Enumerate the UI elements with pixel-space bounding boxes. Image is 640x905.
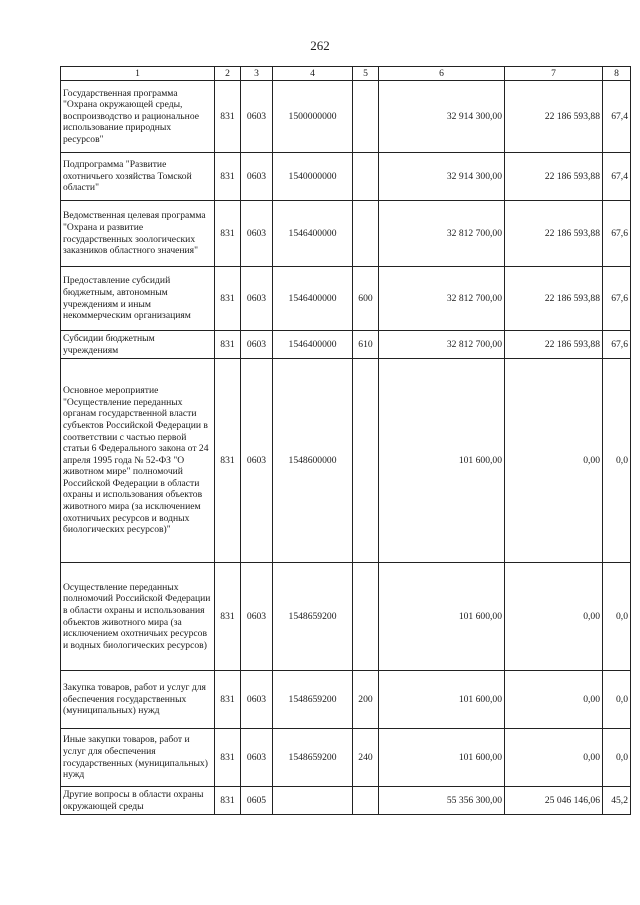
planned-amount: 32 914 300,00 [379,153,505,201]
row-name: Субсидии бюджетным учреждениям [61,331,215,359]
section-code: 0603 [241,267,273,331]
row-name: Осуществление переданных полномочий Российской Федерации в области охраны и использования объектов животного мира (за исключением охотничьих ресурсов и водных биологических ресурсов) [61,563,215,671]
execution-percent: 67,4 [603,153,631,201]
header-cell: 2 [215,67,241,81]
table-header-row [61,67,631,81]
planned-amount: 32 812 700,00 [379,267,505,331]
ministry-code: 831 [215,729,241,787]
section-code: 0603 [241,563,273,671]
execution-percent: 67,6 [603,201,631,267]
executed-amount: 22 186 593,88 [505,81,603,153]
expense-type-code [353,201,379,267]
planned-amount: 32 812 700,00 [379,331,505,359]
execution-percent: 0,0 [603,671,631,729]
section-code: 0603 [241,153,273,201]
target-article-code: 1546400000 [273,201,353,267]
planned-amount: 101 600,00 [379,671,505,729]
ministry-code: 831 [215,81,241,153]
ministry-code: 831 [215,267,241,331]
planned-amount: 55 356 300,00 [379,787,505,815]
table-row [61,787,631,815]
target-article-code: 1546400000 [273,267,353,331]
target-article-code: 1548659200 [273,729,353,787]
execution-percent: 0,0 [603,359,631,563]
planned-amount: 101 600,00 [379,729,505,787]
section-code: 0603 [241,359,273,563]
section-code: 0605 [241,787,273,815]
header-cell: 3 [241,67,273,81]
expense-type-code [353,787,379,815]
ministry-code: 831 [215,201,241,267]
expense-type-code [353,81,379,153]
table-row [61,267,631,331]
section-code: 0603 [241,81,273,153]
executed-amount: 25 046 146,06 [505,787,603,815]
executed-amount: 22 186 593,88 [505,267,603,331]
planned-amount: 101 600,00 [379,563,505,671]
table-row [61,153,631,201]
expense-type-code: 600 [353,267,379,331]
ministry-code: 831 [215,787,241,815]
planned-amount: 32 914 300,00 [379,81,505,153]
executed-amount: 0,00 [505,729,603,787]
target-article-code: 1540000000 [273,153,353,201]
table-row [61,201,631,267]
row-name: Предоставление субсидий бюджетным, автономным учреждениям и иным некоммерческим организациям [61,267,215,331]
executed-amount: 22 186 593,88 [505,331,603,359]
row-name: Подпрограмма "Развитие охотничьего хозяйства Томской области" [61,153,215,201]
table-row [61,729,631,787]
expense-type-code [353,359,379,563]
row-name: Закупка товаров, работ и услуг для обеспечения государственных (муниципальных) нужд [61,671,215,729]
header-cell: 8 [603,67,631,81]
table-row [61,331,631,359]
target-article-code: 1546400000 [273,331,353,359]
target-article-code: 1548600000 [273,359,353,563]
page-number: 262 [310,38,330,53]
ministry-code: 831 [215,359,241,563]
expense-type-code: 200 [353,671,379,729]
target-article-code: 1548659200 [273,671,353,729]
section-code: 0603 [241,201,273,267]
executed-amount: 0,00 [505,563,603,671]
section-code: 0603 [241,331,273,359]
header-cell: 1 [61,67,215,81]
execution-percent: 67,6 [603,267,631,331]
budget-table [60,66,631,815]
header-cell: 4 [273,67,353,81]
row-name: Государственная программа "Охрана окружающей среды, воспроизводство и рациональное использование природных ресурсов" [61,81,215,153]
execution-percent: 67,6 [603,331,631,359]
planned-amount: 32 812 700,00 [379,201,505,267]
row-name: Иные закупки товаров, работ и услуг для обеспечения государственных (муниципальных) нужд [61,729,215,787]
header-cell: 6 [379,67,505,81]
section-code: 0603 [241,671,273,729]
row-name: Основное мероприятие "Осуществление переданных органам государственной власти субъектов Российской Федерации в соответствии с частью первой статьи 6 Федерального закона от 24 апреля 1995 года № 52-ФЗ "О животном мире" полномочий Российской Федерации в области охраны и использования объектов животного мира (за исключением охотничьих ресурсов и водных биологических ресурсов)" [61,359,215,563]
header-cell: 7 [505,67,603,81]
target-article-code [273,787,353,815]
row-name: Другие вопросы в области охраны окружающей среды [61,787,215,815]
table-row [61,671,631,729]
row-name: Ведомственная целевая программа "Охрана и развитие государственных зоологических заказников областного значения" [61,201,215,267]
expense-type-code: 240 [353,729,379,787]
table-row [61,81,631,153]
executed-amount: 22 186 593,88 [505,153,603,201]
target-article-code: 1548659200 [273,563,353,671]
table-row [61,563,631,671]
table-row [61,359,631,563]
expense-type-code [353,153,379,201]
execution-percent: 45,2 [603,787,631,815]
ministry-code: 831 [215,671,241,729]
header-cell: 5 [353,67,379,81]
ministry-code: 831 [215,153,241,201]
executed-amount: 22 186 593,88 [505,201,603,267]
ministry-code: 831 [215,331,241,359]
expense-type-code: 610 [353,331,379,359]
execution-percent: 67,4 [603,81,631,153]
expense-type-code [353,563,379,671]
executed-amount: 0,00 [505,359,603,563]
execution-percent: 0,0 [603,563,631,671]
target-article-code: 1500000000 [273,81,353,153]
section-code: 0603 [241,729,273,787]
planned-amount: 101 600,00 [379,359,505,563]
executed-amount: 0,00 [505,671,603,729]
execution-percent: 0,0 [603,729,631,787]
ministry-code: 831 [215,563,241,671]
